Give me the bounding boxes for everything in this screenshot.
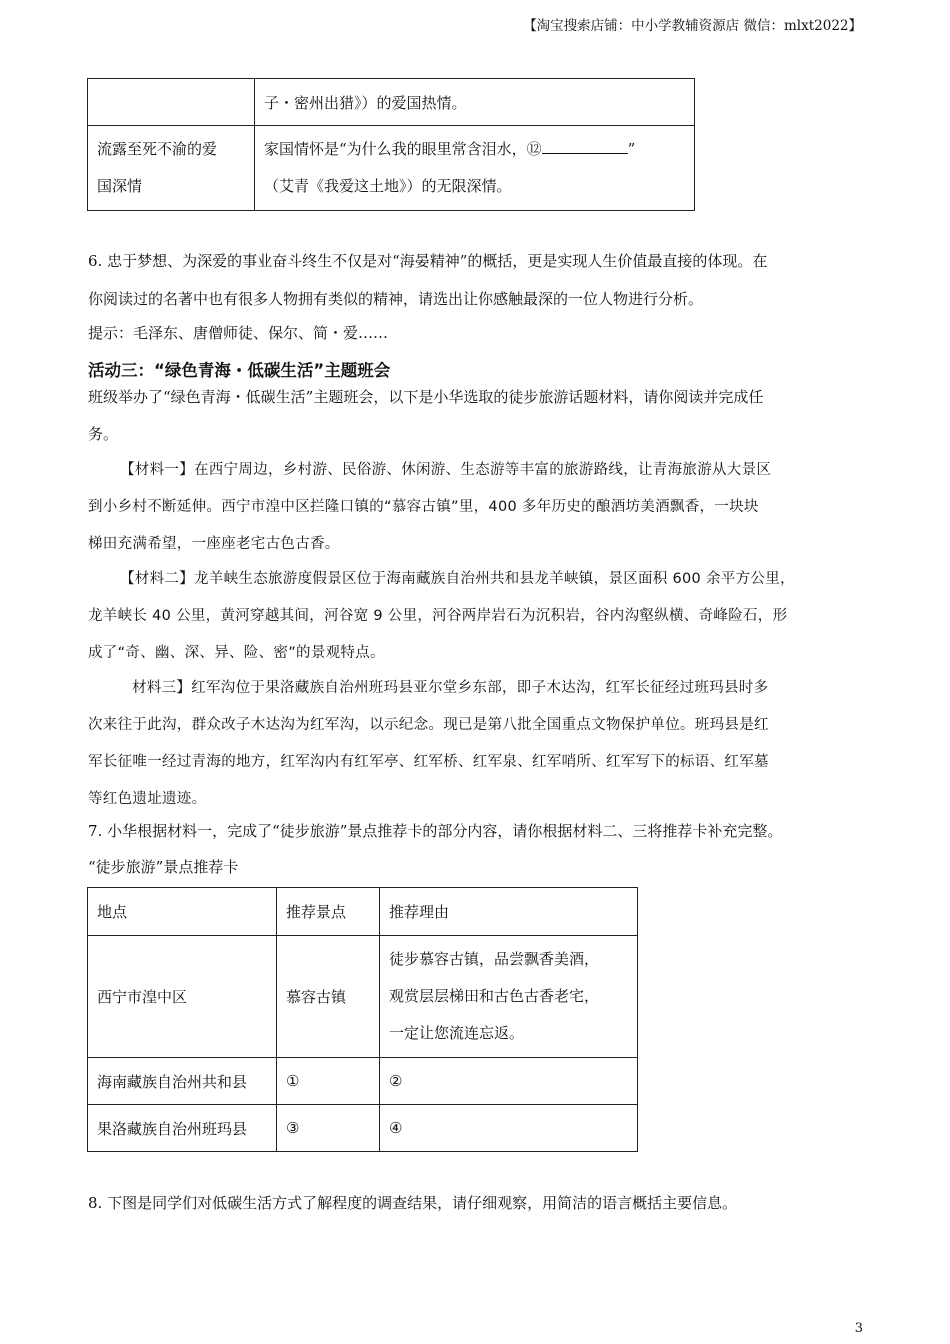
cell-line: 国深情 [97,177,143,195]
cell-place: 海南藏族自治州共和县 [88,1058,277,1105]
material3-line-2: 次来往于此沟，群众改子木达沟为红军沟，以示纪念。现已是第八批全国重点文物保护单位。班玛县是红 [88,717,769,733]
answer-blank [542,139,628,154]
q8-line-1: 8. 下图是同学们对低碳生活方式了解程度的调查结果，请仔细观察，用简洁的语言概括主要信息。 [88,1194,738,1212]
material3-line-3: 军长征唯一经过青海的地方，红军沟内有红军亭、红军桥、红军泉、红军哨所、红军写下的标语、红军墓 [88,754,769,770]
header-spot: 推荐景点 [277,888,380,936]
header-note: 【淘宝搜索店铺：中小学教辅资源店 微信：mlxt2022】 [523,18,862,34]
table-row [88,79,695,126]
material3-line-1: 材料三】红军沟位于果洛藏族自治州班玛县亚尔堂乡东部，即子木达沟，红军长征经过班玛县时多 [132,680,769,696]
reason-line: 观赏层层梯田和古色古香老宅， [389,987,600,1005]
q6-line-1: 6. 忠于梦想、为深爱的事业奋斗终生不仅是对“海晏精神”的概括，更是实现人生价值最直接的体现。在 [88,252,768,270]
cell-place: 西宁市湟中区 [88,936,277,1058]
recommendation-card-table [87,887,638,1152]
table-cell [88,126,255,211]
cell-spot-blank: ③ [277,1105,380,1152]
cell-line: （艾青《我爱这土地》）的无限深情。 [264,177,512,195]
activity3-intro-2: 务。 [88,425,119,443]
material3-line-4: 等红色遗址遗迹。 [88,791,207,807]
reason-line: 徒步慕容古镇，品尝飘香美酒， [389,950,600,968]
reason-line: 一定让您流连忘返。 [389,1024,525,1042]
table-cell [255,126,695,211]
cell-text: 家国情怀是“为什么我的眼里常含泪水，⑫ [264,140,542,158]
activity3-intro-1: 班级举办了“绿色青海・低碳生活”主题班会，以下是小华选取的徒步旅游话题材料，请你阅读并完成任 [88,388,764,406]
cell-place: 果洛藏族自治州班玛县 [88,1105,277,1152]
material2-line-2: 龙羊峡长 40 公里，黄河穿越其间，河谷宽 9 公里，河谷两岸岩石为沉积岩，谷内沟壑纵横、奇峰险石，形 [88,608,788,624]
table-row [88,126,695,211]
cell-line: 流露至死不渝的爱 [97,140,218,158]
material2-line-3: 成了“奇、幽、深、异、险、密”的景观特点。 [88,645,385,661]
activity3-title: 活动三：“绿色青海・低碳生活”主题班会 [88,361,391,380]
table-row [88,1058,638,1105]
cell-reason [380,936,638,1058]
material2-line-1: 【材料二】龙羊峡生态旅游度假景区位于海南藏族自治州共和县龙羊峡镇，景区面积 600 余平方公里， [120,571,795,587]
card-title: “徒步旅游”景点推荐卡 [88,858,239,876]
material1-line-1: 【材料一】在西宁周边，乡村游、民俗游、休闲游、生态游等丰富的旅游路线，让青海旅游从大景区 [120,462,772,478]
q7-line-1: 7. 小华根据材料一，完成了“徒步旅游”景点推荐卡的部分内容，请你根据材料二、三将推荐卡补充完整。 [88,822,783,840]
material1-line-3: 梯田充满希望，一座座老宅古色古香。 [88,536,340,552]
cell-spot: 慕容古镇 [277,936,380,1058]
cell-reason-blank: ④ [380,1105,638,1152]
cell-line [264,131,685,168]
table-continued [87,78,695,211]
material1-line-2: 到小乡村不断延伸。西宁市湟中区拦隆口镇的“慕容古镇”里，400 多年历史的酿酒坊美酒飘香，一块块 [88,499,759,515]
q6-line-2: 你阅读过的名著中也有很多人物拥有类似的精神，请选出让你感触最深的一位人物进行分析。 [88,290,704,308]
table-header-row [88,888,638,936]
header-reason: 推荐理由 [380,888,638,936]
table-row [88,936,638,1058]
page-number: 3 [854,1321,863,1336]
cell-spot-blank: ① [277,1058,380,1105]
table-row [88,1105,638,1152]
cell-text: ” [627,140,636,158]
table-cell [88,79,255,126]
cell-reason-blank: ② [380,1058,638,1105]
q6-hint: 提示：毛泽东、唐僧师徒、保尔、简・爱…… [88,324,389,342]
header-place: 地点 [88,888,277,936]
table-cell: 子・密州出猎》）的爱国热情。 [255,79,695,126]
